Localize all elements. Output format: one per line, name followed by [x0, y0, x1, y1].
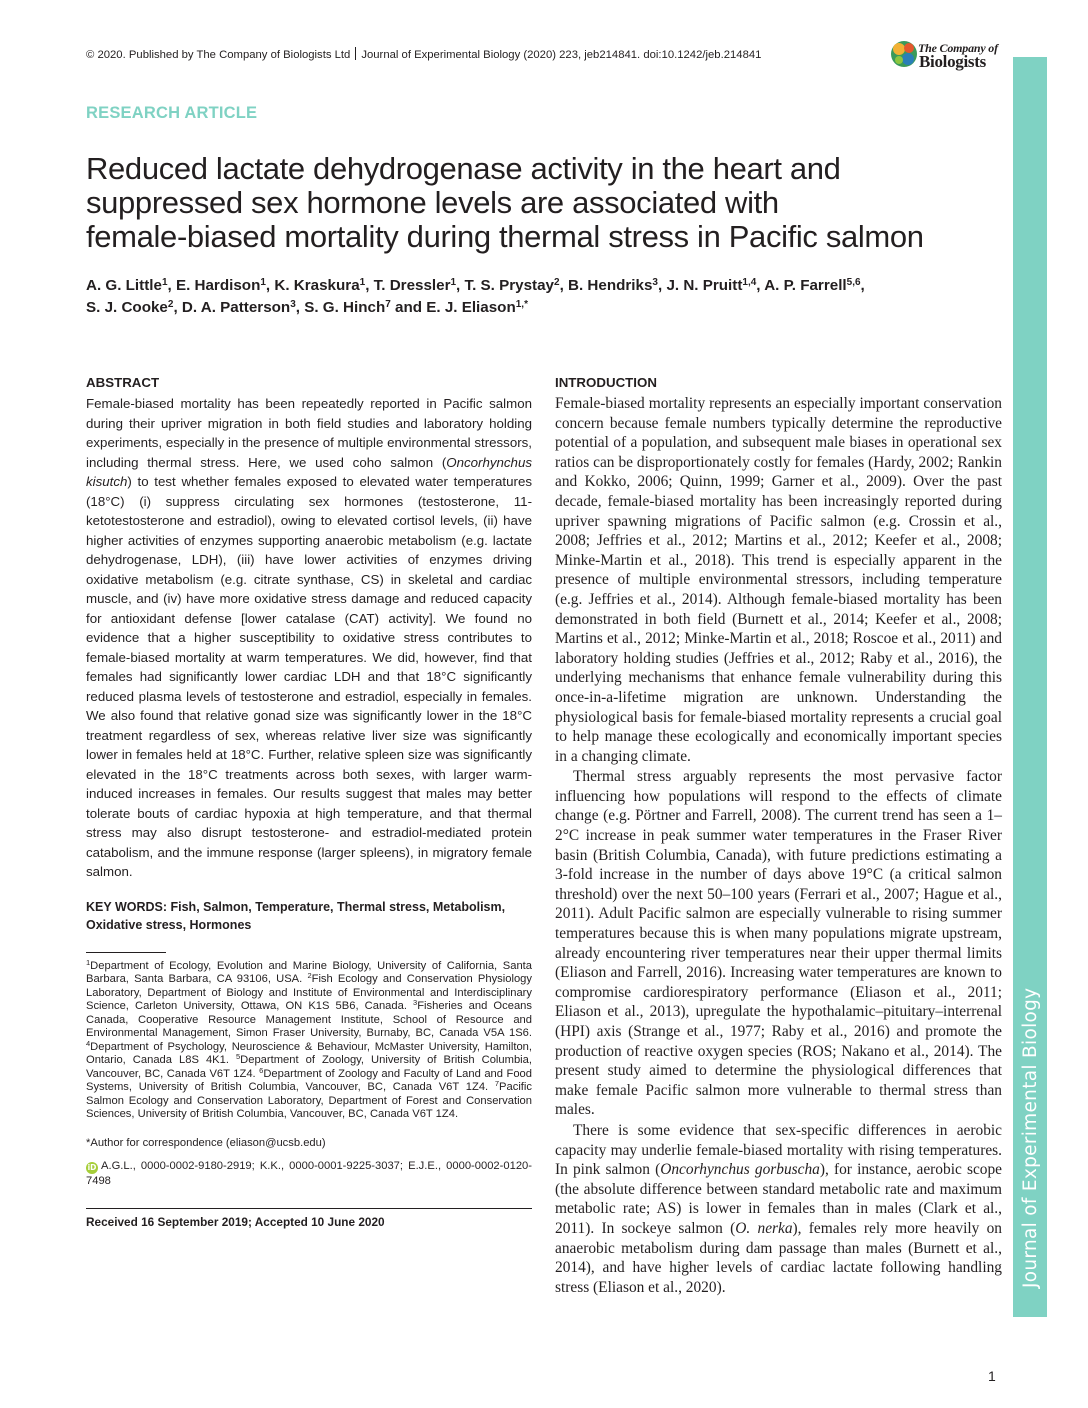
correspondence: *Author for correspondence (eliason@ucsb.edu) [86, 1136, 326, 1149]
article-type: RESEARCH ARTICLE [86, 104, 258, 122]
abstract-text: Female-biased mortality has been repeatedly reported in Pacific salmon during their upriver migration in both field studies and laboratory holding experiments, especially in the presence of multiple environmental stressors, including thermal stress. Here, we used coho salmon ( [86, 396, 532, 470]
species-name: Oncorhynchus kisutch [86, 454, 532, 489]
author-separator: , [173, 299, 182, 316]
author-name: A. G. Little [86, 277, 162, 294]
introduction-heading: INTRODUCTION [555, 375, 657, 390]
affil-text: Department of Psychology, Neuroscience & Behaviour, McMaster University, Hamilton, Ontario, Canada L8S 4K1. [86, 1040, 532, 1066]
right-column [555, 375, 1002, 1297]
author-affil-sup: 2 [554, 277, 560, 288]
affil-text: Department of Ecology, Evolution and Marine Biology, University of California, Santa Barbara, Santa Barbara, CA 93106, USA. [86, 959, 532, 985]
publisher-logo-icon [888, 37, 922, 71]
author-separator: , [860, 277, 865, 294]
affil-sup: 7 [494, 1079, 500, 1088]
author-affil-sup: 1 [260, 277, 266, 288]
affil-sup: 5 [235, 1052, 241, 1061]
author-name: T. Dressler [373, 277, 451, 294]
species-name: O. nerka [735, 1219, 793, 1237]
affiliations-rule [86, 952, 166, 953]
intro-paragraph-3 [555, 1121, 1002, 1297]
affil-text: Fisheries and Oceans Canada, Cooperative Resource Management Institute, School of Resource and Environmental Management, Simon Fraser University, Burnaby, BC, Canada V5A 1S6. [86, 1000, 532, 1039]
affil-text: Department of Zoology and Faculty of Land and Food Systems, University of British Columbia, Vancouver, BC, Canada V6T 1Z4. [86, 1067, 532, 1093]
intro-text: There is some evidence that sex-specific differences in aerobic capacity may underlie female-biased mortality with rising temperatures. In pink salmon ( [555, 1121, 1002, 1179]
author-separator: , [456, 277, 465, 294]
intro-text: ), for instance, aerobic scope (the absolute difference between standard metabolic rate and maximum metabolic rate; AS) is lower in females than in males (Clark et al., 2011). In sockeye salmon ( [555, 1161, 1002, 1237]
author-separator: , [756, 277, 765, 294]
publisher-logo [888, 37, 1006, 73]
title-line: Reduced lactate dehydrogenase activity in the heart and [86, 151, 841, 186]
orcid-icon[interactable]: iD [87, 1162, 97, 1172]
author-list [86, 275, 1006, 319]
abstract-body [86, 394, 532, 882]
author-affil-sup: 3 [652, 277, 658, 288]
abstract-text: ) to test whether females exposed to elevated water temperatures (18°C) (i) suppress circulating sex hormones (testosterone, 11-ketotestosterone and estradiol), owing to elevated cortisol levels, (ii) have higher activities of enzymes supporting anaerobic metabolism (e.g. lactate dehydrogenase, LDH), (iii) have lower activities of enzymes driving oxidative metabolism (e.g. citrate synthase, CS) in skeletal and cardiac muscle, and (iv) have more oxidative stress damage and reduced capacity for antioxidant defense [lower catalase (CAT) activity]. We found no evidence that a higher susceptibility to oxidative stress contributes to female-biased mortality at warm temperatures. We did, however, find that females had significantly lower cardiac LDH and that 18°C significantly reduced plasma levels of testosterone and estradiol, especially in females. We also found that relative gonad size was significantly lower in the 18°C treatment regardless of sex, whereas relative liver size was significantly lower in females held at 18°C. Further, relative spleen size was significantly elevated in the 18°C treatments across both sexes, with larger warm-induced increases in females. Our results suggest that males may better tolerate bouts of cardiac hypoxia at high temperature, and that thermal stress may also disrupt testosterone- and estradiol-mediated protein catabolism, and the immune response (larger spleens), in migratory female salmon. [86, 474, 532, 879]
title-line: suppressed sex hormone levels are associated with [86, 185, 779, 220]
author-separator: , [295, 299, 305, 316]
keywords: KEY WORDS: Fish, Salmon, Temperature, Thermal stress, Metabolism, Oxidative stress, Hormones [86, 899, 506, 932]
affil-sup: 4 [86, 1038, 91, 1048]
author-name: T. S. Prystay [464, 277, 554, 294]
abstract-heading: ABSTRACT [86, 375, 160, 390]
author-affil-sup: 2 [167, 299, 174, 310]
author-line-1 [86, 275, 1006, 297]
affil-text: Fish Ecology and Conservation Physiology Laboratory, Department of Biology and Institute of Environmental and Interdisciplinary Science, Carleton University, Ottawa, ON K1S 5B6, Canada. [86, 973, 532, 1012]
affil-sup: 2 [307, 971, 312, 980]
author-name: K. Kraskura [274, 277, 360, 294]
affil-sup: 1 [86, 957, 91, 967]
author-name: S. J. Cooke [86, 299, 168, 316]
author-separator: , [657, 277, 667, 294]
author-affil-sup: 1 [161, 277, 168, 288]
affil-sup: 6 [259, 1065, 264, 1075]
masthead-divider [355, 47, 356, 60]
author-name: B. Hendriks [568, 277, 653, 294]
orcid-list [86, 1159, 532, 1188]
author-affil-sup: 5,6 [846, 277, 861, 288]
journal-masthead [86, 47, 846, 61]
intro-text: ), females rely more heavily on anaerobic metabolism during dam passage than males (Burnett et al., 2014), and have higher levels of cardiac lactate following handling stress (Eliason et al., 2020). [555, 1219, 1002, 1296]
received-rule [86, 1208, 532, 1209]
author-name: D. A. Patterson [181, 299, 291, 316]
author-affil-sup: 1,4 [742, 277, 757, 288]
side-strip-journal-name: Journal of Experimental Biology [1020, 987, 1041, 1288]
side-strip-text-box [1014, 989, 1046, 1309]
article-title [86, 152, 1006, 254]
species-name: Oncorhynchus gorbuscha [660, 1161, 820, 1179]
author-name: S. G. Hinch [304, 299, 386, 316]
author-separator: , [265, 277, 275, 294]
author-name: E. Hardison [175, 277, 261, 294]
citation-text: Journal of Experimental Biology (2020) 223, jeb214841. doi:10.1242/jeb.214841 [361, 49, 762, 61]
introduction-body [555, 394, 1002, 1297]
journal-side-strip [1013, 57, 1047, 1317]
author-name: A. P. Farrell [764, 277, 847, 294]
orcid-text: A.G.L., 0000-0002-9180-2919; K.K., 0000-0001-9225-3037; E.J.E., 0000-0002-0120-7498 [86, 1159, 532, 1187]
author-separator: , [365, 277, 374, 294]
intro-paragraph-1: Female-biased mortality represents an especially important conservation concern because female numbers typically determine the reproductive potential of a population, and subsequent male biases in operational sex ratios can be disproportionately costly for females (Hardy, 2002; Rankin and Kokko, 2006; Quinn, 1999; Garner et al., 2009). Over the past decade, female-biased mortality has been increasingly reported during upriver spawning migrations of Pacific salmon (e.g. Crossin et al., 2008; Jeffries et al., 2012; Martins et al., 2012; Keefer et al., 2008; Minke-Martin et al., 2018). This trend is especially apparent in the presence of multiple environmental stressors, including temperature (e.g. Jeffries et al., 2014). Although female-biased mortality has been demonstrated in both field (Burnett et al., 2014; Keefer et al., 2008; Martins et al., 2012; Minke-Martin et al., 2018; Roscoe et al., 2011) and laboratory holding studies (Jeffries et al., 2012; Raby et al., 2016), the underlying mechanisms that enhance female vulnerability during this once-in-a-lifetime migration are unknown. Understanding the physiological basis for female-biased mortality represents a crucial goal to help manage these ecologically and economically important species in a changing climate. [555, 395, 1002, 765]
author-affil-sup: 3 [290, 299, 296, 310]
author-affil-sup: 1 [450, 277, 457, 288]
author-name: J. N. Pruitt [666, 277, 743, 294]
affil-sup: 3 [413, 998, 418, 1007]
publisher-logo-line1: The Company of [918, 41, 998, 55]
intro-paragraph-2: Thermal stress arguably represents the most pervasive factor influencing how populations will respond to the effects of climate change (e.g. Pörtner and Farrell, 2008). The current trend has seen a 1–2°C increase in peak summer water temperatures in the Fraser River basin (British Columbia, Canada), with future predictions estimating a 3-fold increase in the number of days above 19°C (a critical salmon threshold) over the next 50–100 years (Ferrari et al., 2007; Hague et al., 2011). Adult Pacific salmon are especially vulnerable to rising summer temperatures because this is when many populations migrate upstream, already encountering river temperatures near their upper thermal limits (Eliason and Farrell, 2016). Increasing water temperatures are known to compromise cardiorespiratory performance (Eliason et al., 2011; Eliason et al., 2013), upregulate the hypothalamic–pituitary–interrenal (HPI) axis (Strange et al., 1977; Raby et al., 2016) and promote the production of reactive oxygen species (ROS; Nakano et al., 2014). The present study aimed to determine the physiological differences that make female Pacific salmon more vulnerable to thermal stress than males. [555, 768, 1002, 1119]
author-affil-sup: 7 [385, 299, 391, 310]
affil-text: Department of Zoology, University of British Columbia, Vancouver, BC, Canada V6T 1Z4. [86, 1054, 532, 1080]
author-separator: , [167, 277, 176, 294]
copyright-text: © 2020. Published by The Company of Biologists Ltd [86, 49, 351, 61]
page-number: 1 [988, 1368, 996, 1384]
title-line: female-biased mortality during thermal stress in Pacific salmon [86, 219, 924, 254]
author-affil-sup: 1,* [515, 299, 528, 310]
author-separator: , [559, 277, 569, 294]
affil-text: Pacific Salmon Ecology and Conservation Laboratory, Department of Forest and Conservation Sciences, University of British Columbia, Vancouver, BC, Canada V6T 1Z4. [86, 1081, 532, 1120]
author-name: E. J. Eliason [426, 299, 516, 316]
publisher-logo-line2: Biologists [919, 52, 986, 71]
affiliations [86, 957, 532, 1122]
author-and: and [390, 299, 427, 316]
author-affil-sup: 1 [359, 277, 366, 288]
received-dates: Received 16 September 2019; Accepted 10 June 2020 [86, 1214, 385, 1229]
author-line-2 [86, 297, 1006, 319]
left-column [86, 375, 532, 1229]
